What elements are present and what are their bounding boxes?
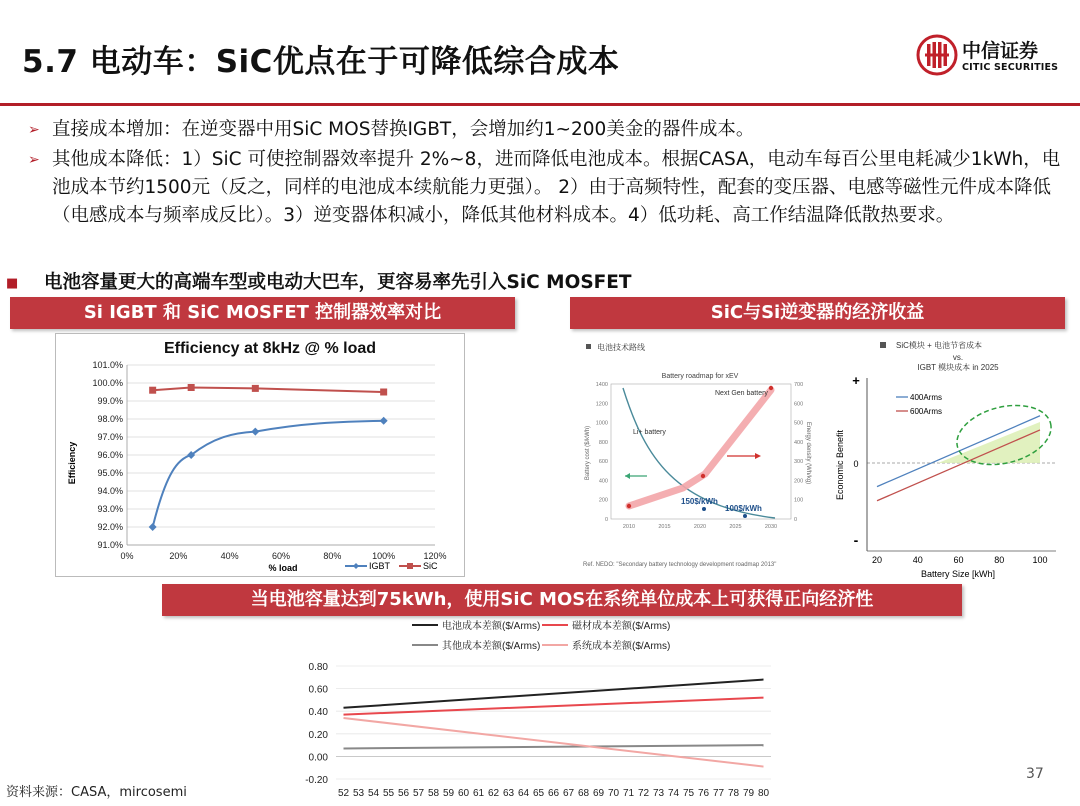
x-tick-label: 20 [871, 555, 883, 565]
x-tick-label: 79 [742, 788, 755, 799]
page-number: 37 [1026, 766, 1044, 782]
roadmap-point [701, 474, 705, 478]
y-tick-label: 100.0% [92, 378, 123, 388]
y-tick-label: 92.0% [97, 522, 123, 532]
citic-logo [916, 34, 1064, 78]
roadmap-source: Ref. NEDO: "Secondary battery technology development roadmap 2013" [583, 562, 777, 568]
bullet-other-cost [28, 146, 1068, 262]
y-tick-label: 96.0% [97, 450, 123, 460]
citic-logo-icon [916, 34, 958, 76]
cost-annotation-100: 100$/kWh [725, 504, 762, 513]
x-tick-label: 54 [367, 788, 380, 799]
y-tick-label: 95.0% [97, 468, 123, 478]
y-tick-plus: + [852, 373, 860, 388]
roadmap-point [743, 514, 747, 518]
y-tick-minus: - [853, 532, 859, 548]
x-tick-label: 100% [372, 551, 396, 561]
x-tick-label: 60 [457, 788, 470, 799]
left-arrow-head [625, 473, 630, 479]
data-point-sic [188, 384, 195, 391]
y-tick-label: 800 [598, 439, 608, 446]
data-point-sic [380, 389, 387, 396]
x-axis-label: % load [268, 563, 298, 573]
roadmap-point [769, 386, 773, 390]
x-tick-label: 60% [271, 551, 291, 561]
battery-roadmap-chart [575, 338, 837, 572]
y-axis-label: Efficiency [67, 441, 77, 485]
y2-tick-label: 600 [794, 401, 804, 408]
bullet-text: 电池容量更大的高端车型或电动大巴车，更容易率先引入SiC MOSFET [44, 272, 632, 293]
bullet-text: 其他成本降低：1）SiC 可使控制器效率提升 2%~8，进而降低电池成本。根据CASA，电动车每百公里电耗减少1kWh，电池成本节约1500元（反之，同样的电池成本续航能力更强）。 2）由于高频特性，配套的变压器、电感等磁性元件成本降低（电感成本与频率成反比）。3）逆变器体积减小，降低其他材料成本。4）低功耗、高工作结温降低散热要求。 [52, 149, 1061, 226]
banner-efficiency: Si IGBT 和 SiC MOSFET 控制器效率对比 [10, 297, 515, 329]
x-tick-label: 59 [442, 788, 455, 799]
x-tick-label: 0% [120, 551, 134, 561]
arrow-bullet-icon: ➢ [28, 152, 40, 168]
x-tick-label: 72 [637, 788, 650, 799]
next-gen-label: Next Gen battery [715, 390, 768, 397]
logo-en-text: CITIC SECURITIES [962, 62, 1059, 73]
x-tick-label: 57 [412, 788, 425, 799]
x-axis-label: Battery Size [kWh] [920, 569, 996, 579]
x-tick-label: 62 [487, 788, 500, 799]
roadmap-point [702, 507, 706, 511]
x-tick-label: 40% [220, 551, 239, 561]
x-tick-label: 53 [352, 788, 365, 799]
y-tick-label: 1400 [595, 382, 608, 388]
roadmap-title: Battery roadmap for xEV [661, 373, 739, 380]
roadmap-y-label: Battery cost ($/kWh) [585, 425, 591, 481]
x-tick-label: 2030 [764, 524, 778, 530]
series-line [344, 698, 764, 715]
x-tick-label: 2025 [729, 524, 742, 530]
y-tick-label: 101.0% [92, 360, 123, 370]
legend-title-line3: IGBT 模块成本 in 2025 [917, 363, 999, 372]
y-tick-label: 91.0% [97, 540, 123, 550]
x-tick-label: 40 [912, 555, 923, 565]
page-title: 5.7 电动车：SiC优点在于可降低综合成本 [22, 44, 620, 80]
roadmap-y2-label: Energy density (Wh/kg) [805, 421, 811, 485]
series-line [344, 680, 764, 708]
y-tick-label: 93.0% [97, 504, 123, 514]
y2-tick-label: 500 [794, 420, 804, 427]
x-tick-label: 100 [1032, 555, 1048, 565]
x-tick-label: 58 [427, 788, 440, 799]
x-tick-label: 2020 [693, 524, 707, 530]
x-tick-label: 120% [423, 551, 447, 561]
y2-tick-label: 100 [794, 497, 804, 504]
series-line [344, 745, 764, 748]
next-gen-band [629, 390, 771, 506]
y-tick-label: 200 [598, 497, 608, 504]
x-tick-label: 80 [757, 788, 770, 799]
banner-economic: SiC与Si逆变器的经济收益 [570, 297, 1065, 329]
y-tick-label: 98.0% [97, 414, 123, 424]
x-tick-label: 52 [337, 788, 350, 799]
x-tick-label: 65 [532, 788, 545, 799]
roadmap-point [627, 504, 631, 508]
y-tick-label: 600 [598, 459, 608, 466]
series-line-600arms [877, 430, 1040, 501]
bullet-direct-cost [28, 116, 1068, 144]
bullet-text: 直接成本增加：在逆变器中用SiC MOS替换IGBT，会增加约1~200美金的器件成本。 [52, 119, 755, 140]
legend-label-400: 400Arms [910, 393, 943, 402]
right-arrow-head [755, 453, 761, 459]
x-tick-label: 66 [547, 788, 560, 799]
x-tick-label: 67 [562, 788, 575, 799]
chart-title: Efficiency at 8kHz @ % load [163, 340, 377, 357]
y-axis-label: Economic Benefit [835, 429, 845, 501]
data-point-sic [149, 387, 156, 394]
y-tick-label: 97.0% [97, 432, 123, 442]
y-tick-zero: 0 [853, 459, 859, 469]
x-tick-label: 77 [712, 788, 725, 799]
x-tick-label: 71 [622, 788, 635, 799]
x-tick-label: 55 [382, 788, 395, 799]
legend-label: 电池成本差额($/Arms) [442, 621, 541, 632]
legend-label: 磁材成本差额($/Arms) [572, 621, 671, 632]
heading-bullet-icon [586, 344, 591, 349]
x-tick-label: 64 [517, 788, 530, 799]
x-tick-label: 56 [397, 788, 410, 799]
x-tick-label: 75 [682, 788, 695, 799]
x-tick-label: 70 [607, 788, 620, 799]
x-tick-label: 76 [697, 788, 710, 799]
data-point-sic [252, 385, 259, 392]
y-tick-label: 1000 [595, 420, 608, 427]
y-tick-label: 99.0% [97, 396, 123, 406]
x-tick-label: 80% [323, 551, 342, 561]
logo-cn-text: 中信证券 [962, 40, 1039, 62]
legend-title-line2: vs. [952, 353, 964, 362]
y2-tick-label: 700 [794, 382, 804, 388]
source-note: 资料来源：CASA，mircosemi [6, 785, 187, 800]
legend-title-bullet-icon [880, 342, 886, 348]
y-tick-label: 0.40 [308, 707, 328, 719]
y-tick-label: 0 [604, 517, 608, 523]
x-tick-label: 68 [577, 788, 590, 799]
y-tick-label: 94.0% [97, 486, 123, 496]
square-bullet-icon: ■ [6, 276, 19, 291]
header-rule [0, 103, 1080, 106]
legend-marker-sic [407, 563, 413, 569]
x-tick-label: 80 [994, 555, 1005, 565]
bullet-high-end [6, 269, 1066, 297]
y2-tick-label: 200 [794, 478, 804, 485]
y-tick-label: 0.00 [308, 752, 328, 764]
x-tick-label: 61 [472, 788, 485, 799]
y-tick-label: 0.20 [308, 729, 328, 741]
li-battery-label: Li+ battery [633, 429, 666, 436]
legend-label: 其他成本差额($/Arms) [442, 641, 541, 652]
legend-title-line1: SiC模块 + 电池节省成本 [896, 341, 983, 350]
x-tick-label: 63 [502, 788, 515, 799]
x-tick-label: 78 [727, 788, 740, 799]
legend-label: 系统成本差额($/Arms) [572, 641, 671, 652]
legend-label-igbt: IGBT [369, 561, 391, 571]
series-line [344, 718, 764, 767]
economic-benefit-chart [835, 333, 1068, 581]
x-tick-label: 60 [953, 555, 964, 565]
benefit-area [938, 422, 1040, 463]
y2-tick-label: 0 [794, 517, 798, 523]
y-tick-label: 0.80 [308, 662, 328, 673]
x-tick-label: 2015 [658, 524, 671, 530]
y-tick-label: 0.60 [308, 684, 328, 696]
x-tick-label: 73 [652, 788, 665, 799]
x-tick-label: 74 [667, 788, 680, 799]
legend-label-600: 600Arms [910, 407, 943, 416]
legend-label-sic: SiC [423, 561, 438, 571]
y2-tick-label: 300 [794, 459, 804, 466]
x-tick-label: 20% [169, 551, 188, 561]
x-tick-label: 2010 [622, 524, 636, 530]
y-tick-label: -0.20 [305, 775, 328, 786]
roadmap-heading: 电池技术路线 [597, 343, 645, 352]
system-cost-chart [296, 614, 796, 806]
x-tick-label: 69 [592, 788, 605, 799]
y-tick-label: 1200 [595, 401, 608, 408]
y2-tick-label: 400 [794, 439, 804, 446]
cost-annotation-150: 150$/kWh [681, 497, 718, 506]
y-tick-label: 400 [598, 478, 608, 485]
arrow-bullet-icon: ➢ [28, 122, 40, 138]
efficiency-chart [55, 333, 465, 577]
banner-system-cost: 当电池容量达到75kWh，使用SiC MOS在系统单位成本上可获得正向经济性 [162, 584, 962, 616]
